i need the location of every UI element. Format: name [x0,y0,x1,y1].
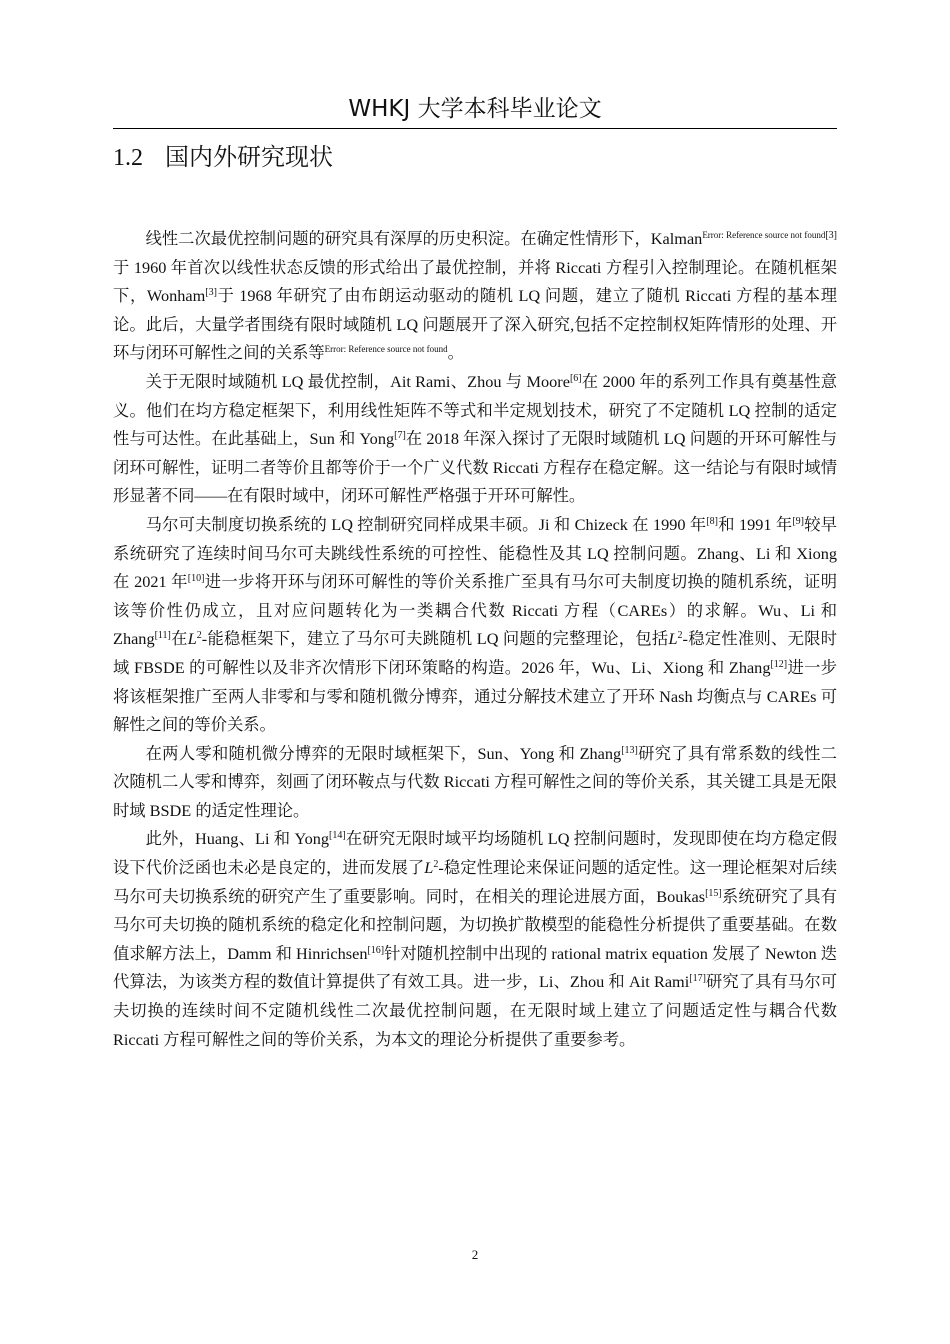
text-run: 针对随机控制中出现的 rational matrix equation 发展了 Newton 迭代算法，为该类方程的数值计算提供了有效工具。进一步，Li、Zhou 和 Ait Rami [113,943,837,992]
text-run: 进一步将开环与闭环可解性的等价关系推广至具有马尔可夫制度切换的随机系统，证明该等价性仍成立，且对应问题转化为一类耦合代数 Riccati 方程（CAREs）的求解。Wu、Li 和 Zhang [113,572,837,649]
text-run: 线性二次最优控制问题的研究具有深厚的历史积淀。在确定性情形下，Kalman [145,229,703,248]
paragraph-5 [113,825,837,1054]
text-run: -稳定性准则、无限时域 FBSDE 的可解性以及非齐次情形下闭环策略的构造。2026 年，Wu、Li、Xiong 和 Zhang [113,629,837,677]
citation[interactable]: [14] [329,830,346,842]
math-superscript: 2 [677,630,683,642]
reference-error: Error: Reference source not found [702,230,826,240]
reference-error: Error: Reference source not found [324,344,448,355]
text-run: 和 1991 年 [718,514,793,534]
text-run: 研究了具有常系数的线性二次随机二人零和博弈，刻画了闭环鞍点与代数 Riccati 方程可解性之间的等价关系，其关键工具是无限时域 BSDE 的适定性理论。 [113,743,837,820]
section-heading [113,141,333,174]
citation[interactable]: [16] [367,944,385,956]
math-symbol: L [668,629,678,649]
citation[interactable]: [11] [154,630,171,642]
math-symbol: L [187,629,197,649]
paragraph-4 [113,740,837,826]
text-run: 关于无限时域随机 LQ 最优控制，Ait Rami、Zhou 与 Moore [145,371,570,391]
text-run: 较早系统研究了连续时间马尔可夫跳线性系统的可控性、能稳性及其 LQ 控制问题。Zhang、Li 和 Xiong 在 2021 年 [113,514,837,592]
citation[interactable]: [3] [825,230,837,241]
citation[interactable]: [7] [394,430,406,442]
page-number: 2 [471,1247,479,1262]
text-run: 此外，Huang、Li 和 Yong [145,829,330,849]
text-run: 在 [170,629,188,649]
citation[interactable]: [15] [705,887,722,899]
citation[interactable]: [6] [569,372,582,384]
text-run: 在 2018 年深入探讨了无限时域随机 LQ 问题的开环可解性与闭环可解性，证明二者等价且都等价于一个广义代数 Riccati 方程存在稳定解。这一结论与有限时域情形显著不同——在有限时域中，闭环可解性严格强于开环可解性。 [113,429,837,506]
paragraph-3 [113,511,837,740]
text-run: 研究了具有马尔可夫切换的连续时间不定随机线性二次最优控制问题，在无限时域上建立了问题适定性与耦合代数 Riccati 方程可解性之间的等价关系，为本文的理论分析提供了重要参考。 [113,972,837,1049]
citation[interactable]: [17] [689,973,706,985]
paragraph-2 [113,368,837,511]
text-run: -稳定性理论来保证问题的适定性。这一理论框架对后续马尔可夫切换系统的研究产生了重要影响。同时，在相关的理论进展方面，Boukas [113,858,837,906]
paragraph-1 [113,225,837,368]
text-run: 于 1960 年首次以线性状态反馈的形式给出了最优控制，并将 Riccati 方程引入控制理论。在随机框架下，Wonham [113,257,837,306]
text-run: -能稳框架下，建立了马尔可夫跳随机 LQ 问题的完整理论，包括 [201,629,669,649]
citation[interactable]: [12] [770,658,788,670]
citation[interactable]: [10] [187,573,205,585]
text-run: 在 2000 年的系列工作具有奠基性意义。他们在均方稳定框架下，利用线性矩阵不等式和半定规划技术，研究了不定随机 LQ 控制的适定性与可达性。在此基础上，Sun 和 Yong [113,371,837,449]
math-symbol: L [424,858,434,878]
text-run: 。 [447,343,464,363]
text-run: 系统研究了具有马尔可夫切换的随机系统的稳定化和控制问题，为切换扩散模型的能稳性分析提供了重要基础。在数值求解方法上，Damm 和 Hinrichsen [113,886,837,963]
citation[interactable]: [3] [205,287,217,299]
text-run: 马尔可夫制度切换系统的 LQ 控制研究同样成果丰硕。Ji 和 Chizeck 在 1990 年 [145,514,707,534]
text-run: 在研究无限时域平均场随机 LQ 控制问题时，发现即使在均方稳定假设下代价泛函也未必是良定的，进而发展了 [113,829,837,878]
text-run: 进一步将该框架推广至两人非零和与零和随机微分博弈，通过分解技术建立了开环 Nash 均衡点与 CAREs 可解性之间的等价关系。 [113,657,837,735]
math-superscript: 2 [196,630,202,642]
citation[interactable]: [13] [621,744,638,756]
math-superscript: 2 [433,859,439,871]
section-title: 国内外研究现状 [165,143,333,171]
page-header: WHKJ 大学本科毕业论文 [113,92,837,129]
section-number: 1.2 [113,145,143,171]
body-text [113,225,837,1054]
text-run: 于 1968 年研究了由布朗运动驱动的随机 LQ 问题，建立了随机 Riccati 方程的基本理论。此后，大量学者围绕有限时域随机 LQ 问题展开了深入研究,包括不定控制权矩阵情形的处理、开环与闭环可解性之间的关系等 [113,286,837,363]
text-run: 在两人零和随机微分博弈的无限时域框架下，Sun、Yong 和 Zhang [145,743,622,763]
citation[interactable]: [9] [792,515,804,527]
citation[interactable]: [8] [706,515,718,527]
